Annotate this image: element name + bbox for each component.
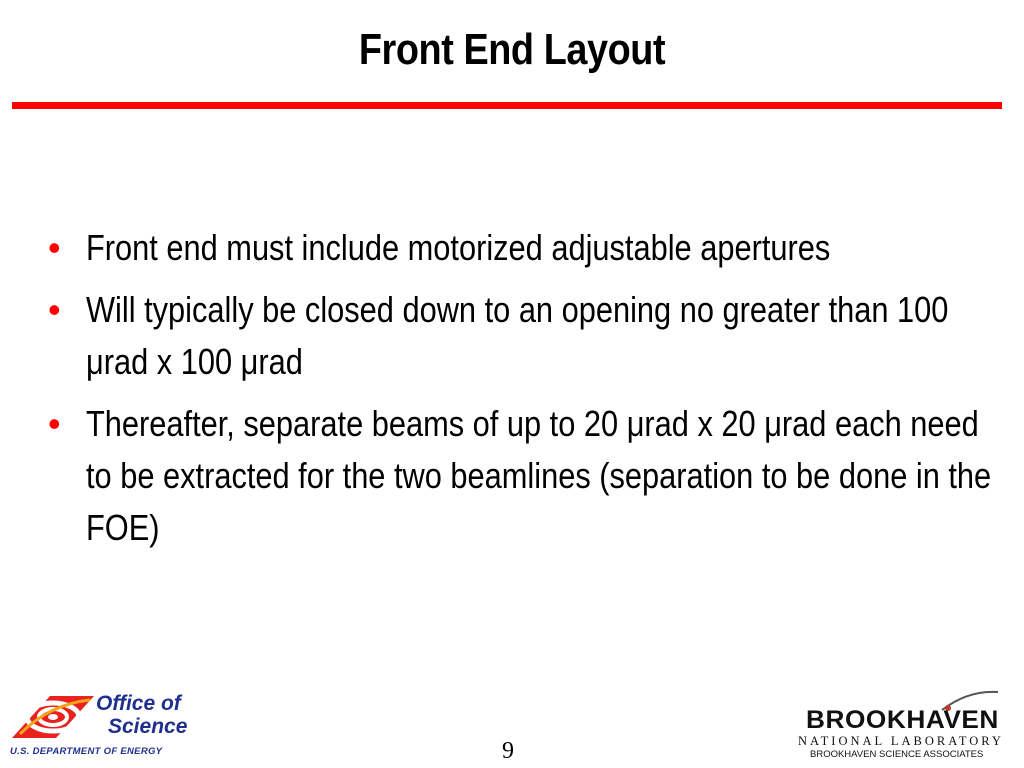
- brookhaven-name: BROOKHAVEN: [806, 706, 999, 734]
- bullet-item: [44, 284, 1024, 388]
- title-divider: [12, 102, 1002, 109]
- doe-line-2: Science: [108, 715, 188, 738]
- brookhaven-logo: [790, 688, 1020, 766]
- bullet-marker: •: [48, 227, 61, 268]
- bullet-item: [44, 398, 1024, 554]
- bullet-list: [44, 222, 1024, 564]
- bullet-item: [44, 222, 1024, 274]
- doe-subtitle: U.S. DEPARTMENT OF ENERGY: [10, 746, 163, 757]
- bullet-text: Will typically be closed down to an opening no greater than 100 μrad x 100 μrad: [86, 289, 949, 382]
- bullet-marker: •: [48, 289, 61, 330]
- bullet-marker: •: [48, 403, 61, 444]
- doe-line-1: Office of: [96, 692, 181, 715]
- slide-title: Front End Layout: [358, 25, 666, 74]
- science-associates-label: BROOKHAVEN SCIENCE ASSOCIATES: [810, 749, 984, 760]
- doe-wordmark: [96, 692, 187, 738]
- national-laboratory-label: NATIONAL LABORATORY: [798, 734, 1004, 748]
- doe-swirl-icon: [10, 694, 96, 740]
- doe-office-of-science-logo: [6, 690, 226, 760]
- page-number: 9: [502, 738, 514, 764]
- bullet-text: Thereafter, separate beams of up to 20 μrad x 20 μrad each need to be extracted for the two beamlines (separation to be done in the FOE): [86, 403, 992, 548]
- bullet-text: Front end must include motorized adjustable apertures: [86, 227, 831, 268]
